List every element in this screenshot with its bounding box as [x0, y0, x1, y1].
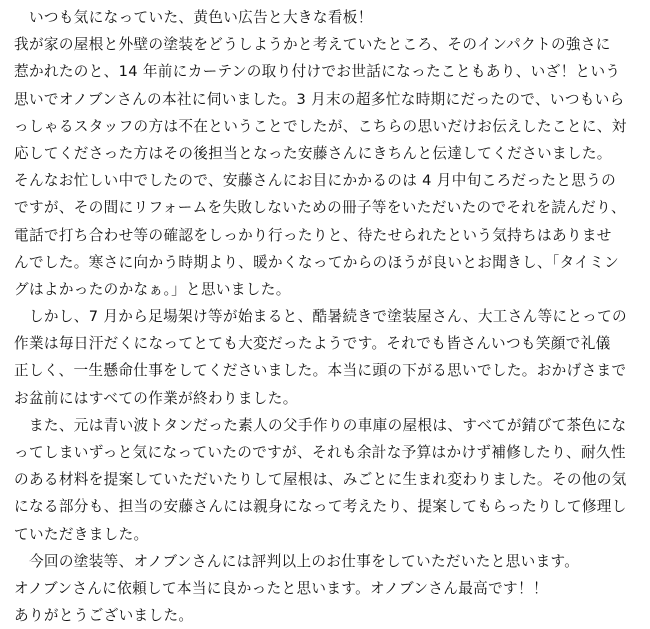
letter-line: 正しく、一生懸命仕事をしてくださいました。本当に頭の下がる思いでした。おかげさまで — [14, 362, 627, 380]
letter-line: 電話で打ち合わせ等の確認をしっかり行ったりと、待たせられたという気持ちはありませ — [14, 226, 612, 244]
letter-line: ありがとうございました。 — [14, 607, 194, 625]
letter-line: になる部分も、担当の安藤さんには親身になって考えたり、提案してもらったりして修理し — [14, 498, 627, 516]
letter-line: そんなお忙しい中でしたので、安藤さんにお目にかかるのは 4 月中旬ころだったと思うの — [14, 172, 617, 190]
letter-line: オノブンさんに依頼して本当に良かったと思います。オノブンさん最高です！！ — [14, 579, 548, 597]
letter-line: いつも気になっていた、黄色い広告と大きな看板！ — [14, 9, 373, 26]
letter-line: また、元は青い波トタンだった素人の父手作りの車庫の屋根は、すべてが錆びて茶色にな — [14, 416, 627, 434]
letter-line: しかし、7 月から足場架け等が始まると、酷暑続きで塗装屋さん、大工さん等にとっての — [14, 308, 627, 326]
letter-line: 作業は毎日汗だくになってとても大変だったようです。それでも皆さんいつも笑顔で礼儀 — [14, 335, 611, 353]
letter-line: 今回の塗装等、オノブンさんには評判以上のお仕事をしていただいたと思います。 — [14, 552, 580, 570]
letter-line: 思いでオノブンさんの本社に伺いました。3 月末の超多忙な時期にだったので、いつもいら — [14, 90, 625, 108]
letter-line: ですが、その間にリフォームを失敗しないための冊子等をいただいたのでそれを読んだり、 — [14, 199, 626, 217]
letter-line: 我が家の屋根と外壁の塗装をどうしようかと考えていたところ、そのインパクトの強さに — [14, 36, 611, 54]
letter-line: お盆前にはすべての作業が終わりました。 — [14, 389, 298, 407]
letter-line: のある材料を提案していただいたりして屋根は、みごとに生まれ変わりました。その他の気 — [14, 471, 627, 489]
letter-line: ってしまいずっと気になっていたのですが、それも余計な予算はかけず補修したり、耐久性 — [14, 444, 626, 461]
letter-line: 惹かれたのと、14 年前にカーテンの取り付けでお世話になったこともあり、いざ！という — [14, 63, 621, 81]
letter-line: グはよかったのかなぁ。」と思いました。 — [14, 280, 291, 298]
letter-line: んでした。寒さに向かう時期より、暖かくなってからのほうが良いとお聞きし、「タイミン — [14, 253, 620, 271]
letter-line: 応してくださった方はその後担当となった安藤さんにきちんと伝達してくださいました。 — [14, 144, 612, 162]
letter-line: ていただきました。 — [14, 525, 149, 543]
letter-line: っしゃるスタッフの方は不在ということでしたが、こちらの思いだけお伝えしたことに、対 — [14, 117, 627, 135]
